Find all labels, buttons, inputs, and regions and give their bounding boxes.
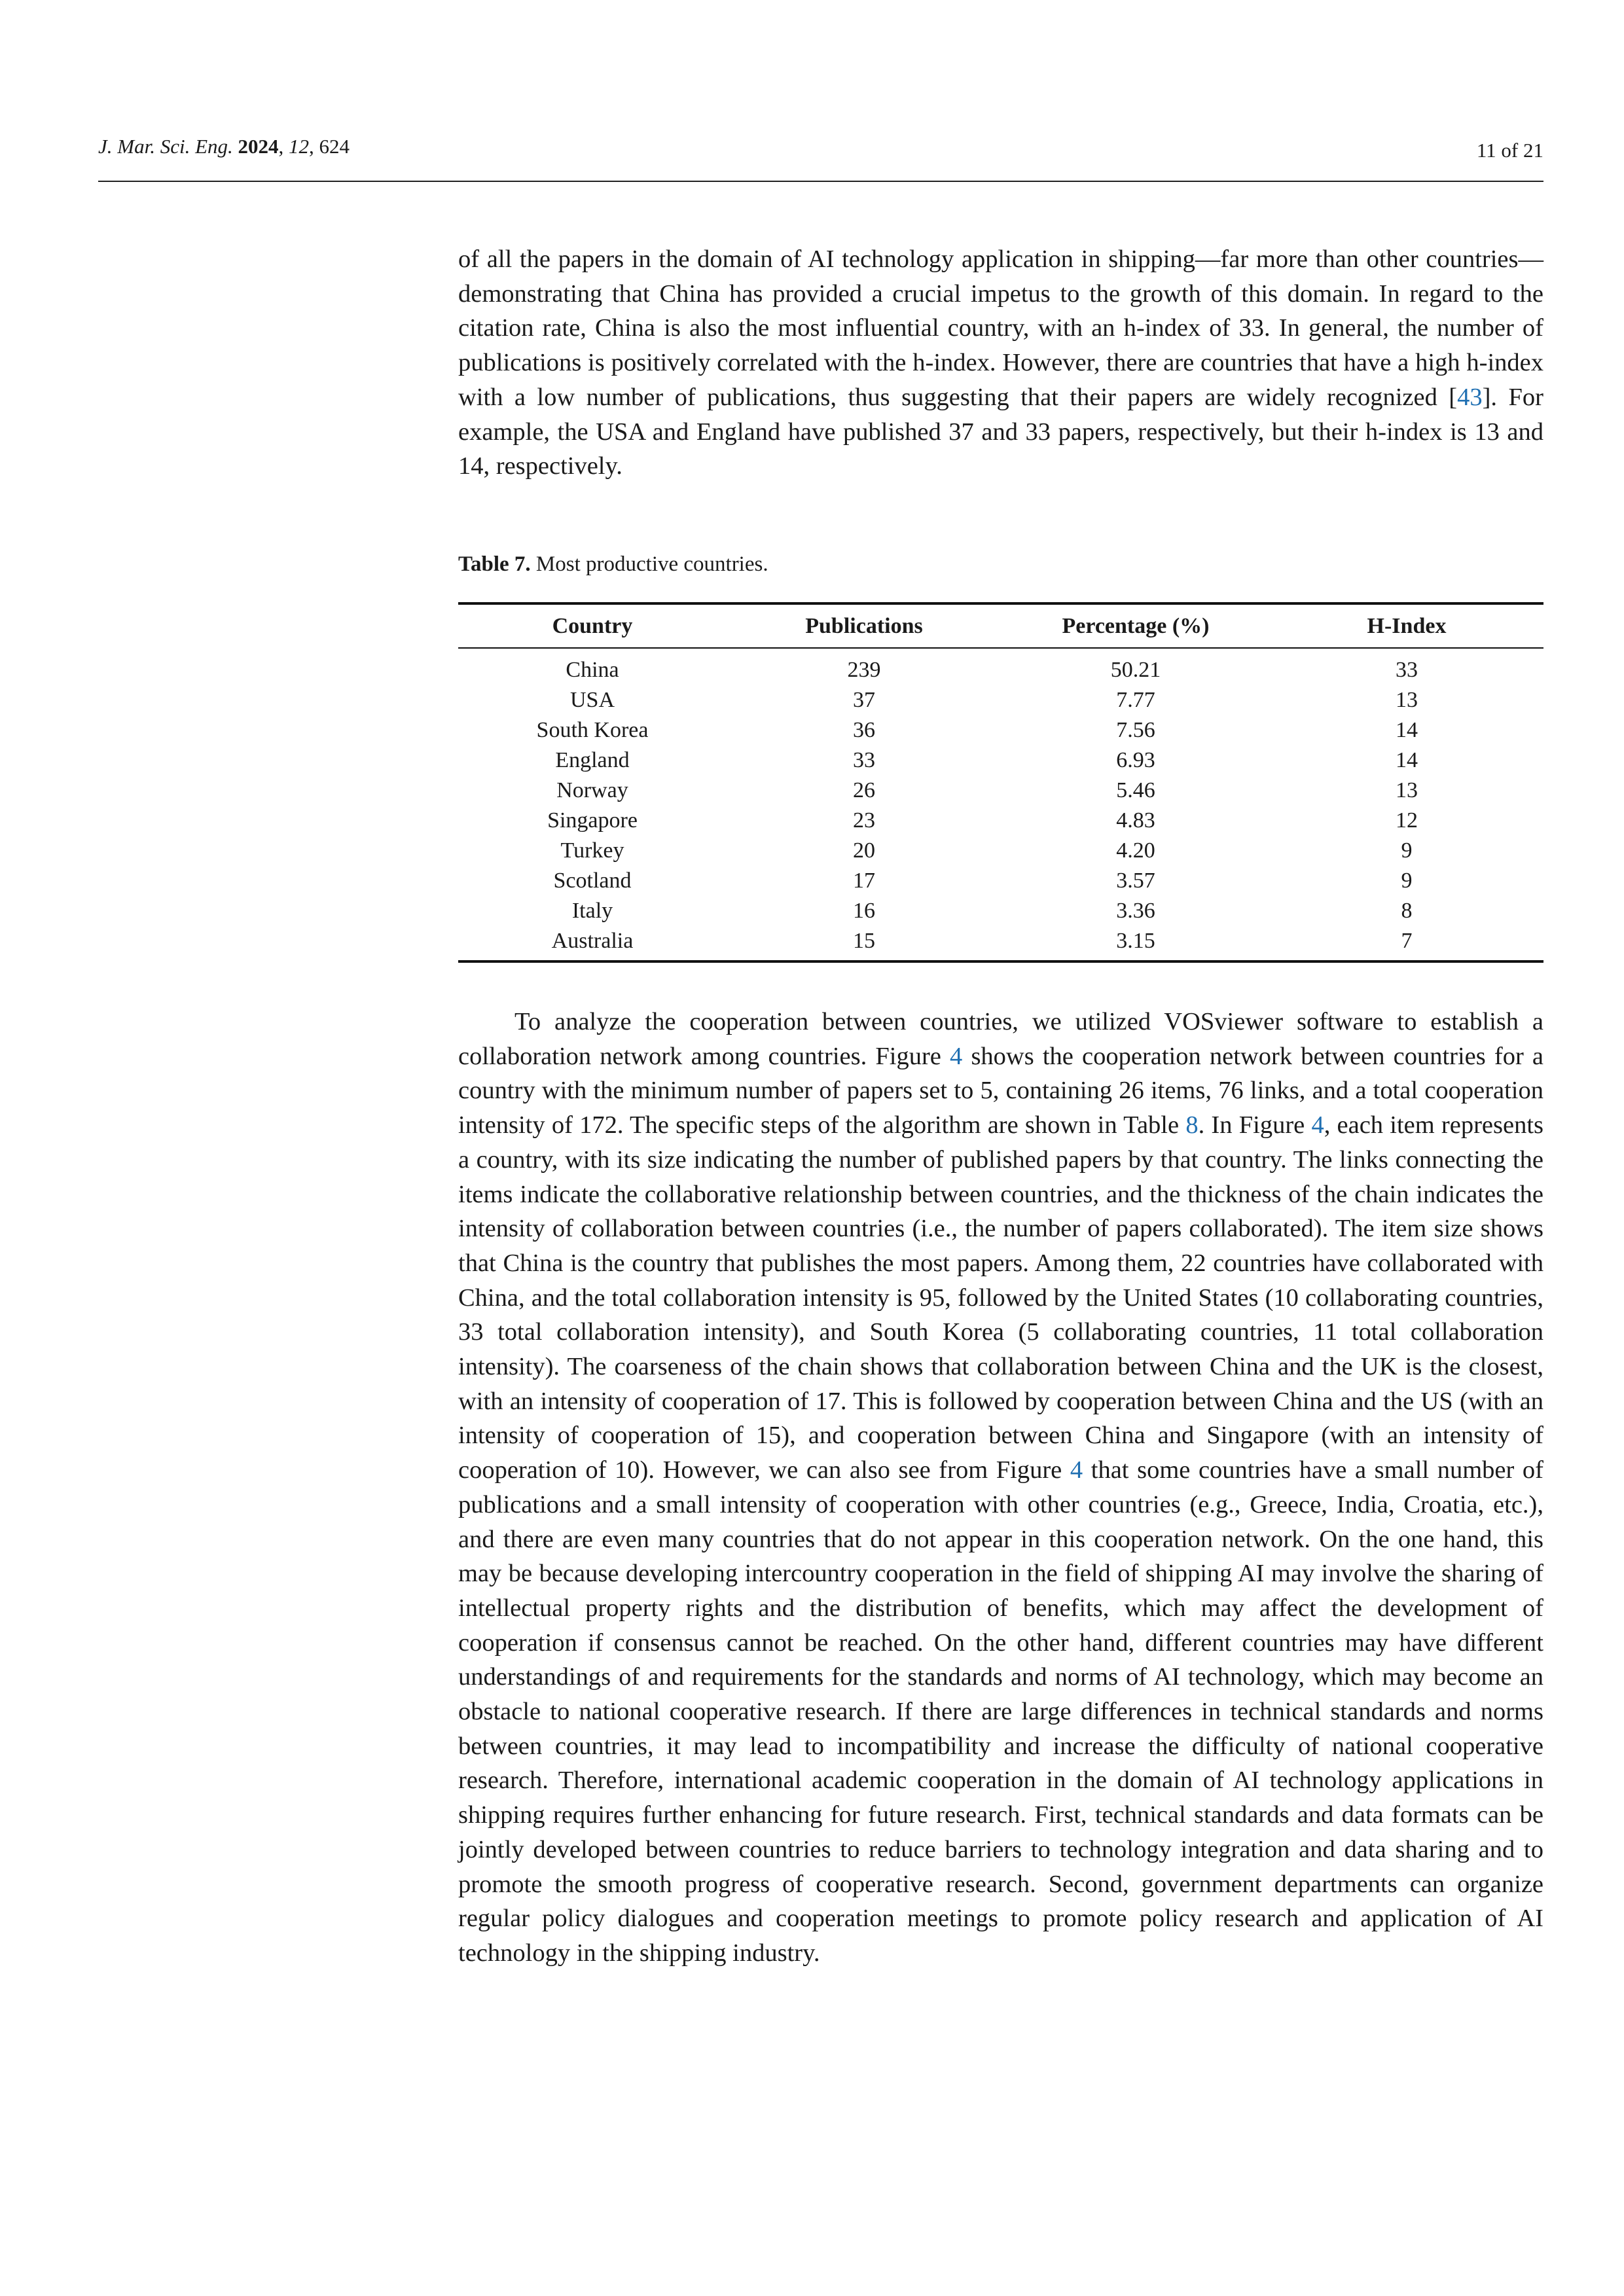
column-header-country: Country [458,603,727,648]
column-header-h-index: H-Index [1270,603,1543,648]
table-7 [458,602,1543,963]
cell-h-index: 14 [1396,748,1418,772]
figure-4-link[interactable]: 4 [950,1042,963,1070]
table-caption [458,550,1543,579]
cell-publications: 23 [853,808,875,833]
table-row [458,866,1543,896]
cell-publications: 15 [727,926,1001,961]
cell-percentage: 3.36 [1116,899,1155,923]
cell-percentage: 7.77 [1116,688,1155,712]
table-row [458,715,1543,745]
table-row [458,926,1543,961]
paragraph-1-text-b: ]. For example, the USA and England have published 37 and 33 papers, respectively, but their h-index is 13 and 14, respectively. [458,383,1543,480]
cell-h-index: 33 [1396,658,1418,682]
column-header-publications: Publications [727,603,1001,648]
paragraph-1-text [458,242,1543,484]
cell-publications: 33 [853,748,875,772]
citation-link[interactable]: 43 [1457,383,1483,411]
cell-publications: 17 [853,869,875,893]
journal-year: 2024 [238,135,279,158]
cell-publications: 16 [853,899,875,923]
cell-country: Turkey [560,838,624,863]
cell-country: USA [569,688,615,712]
cell-country: South Korea [536,718,649,742]
cell-percentage: 6.93 [1116,748,1155,772]
table-row [458,648,1543,685]
cell-percentage: 4.83 [1116,808,1155,833]
paragraph-2-text [458,1005,1543,1971]
paragraph-1 [458,242,1543,484]
journal-pages: , 624 [309,135,350,158]
cell-h-index: 12 [1396,808,1418,833]
cell-percentage: 5.46 [1116,778,1155,802]
cell-percentage: 3.15 [1001,926,1270,961]
cell-h-index: 8 [1401,899,1413,923]
paragraph-2-text-a: To analyze the cooperation between countries, we utilized VOSviewer software to establish a collaboration network among countries. Figure [458,1008,1543,1070]
cell-h-index: 9 [1401,838,1413,863]
paragraph-1-text-a: of all the papers in the domain of AI technology application in shipping—far more than other countries—demonstrating that China has provided a crucial impetus to the growth of this domain. In regard to the citation rate, China is also the most influential country, with an h-index of 33. In general, the number of publications is positively correlated with the h-index. However, there are countries that have a high h-index with a low number of publications, thus suggesting that their papers are widely recognized [ [458,245,1543,411]
cell-h-index: 13 [1396,778,1418,802]
table-row [458,685,1543,715]
cell-country: Australia [458,926,727,961]
cell-country: China [566,658,619,682]
paragraph-2-text-e: that some countries have a small number of publications and a small intensity of cooperation with other countries (e.g., Greece, India, Croatia, etc.), and there are even many countries that do not appear in this cooperation network. On the one hand, this may be because developing intercountry cooperation in the field of shipping AI may involve the sharing of intellectual property rights and the distribution of benefits, which may affect the development of cooperation if consensus cannot be reached. On the other hand, different countries may have different understandings of and requirements for the standards and norms of AI technology, which may become an obstacle to national cooperative research. If there are large differences in technical standards and norms between countries, it may lead to incompatibility and increase the difficulty of national cooperative research. Therefore, international academic cooperation in the domain of AI technology applications in shipping requires further enhancing for future research. First, technical standards and data formats can be jointly developed between countries to reduce barriers to technology integration and data sharing and to promote the smooth progress of cooperative research. Second, government departments can organize regular policy dialogues and cooperation meetings to promote policy research and application of AI technology in the shipping industry. [458,1456,1543,1967]
table-caption-label: Table 7. [458,552,531,576]
page-number: 11 of 21 [1476,139,1543,162]
figure-4-link[interactable]: 4 [1070,1456,1083,1484]
table-row [458,896,1543,926]
paragraph-2 [458,1005,1543,1971]
paragraph-2-text-d: , each item represents a country, with its size indicating the number of published papers by that country. The links connecting the items indicate the collaborative relationship between countries, and the thickness of the chain indicates the intensity of collaboration between countries (i.e., the number of papers collaborated). The item size shows that China is the country that publishes the most papers. Among them, 22 countries have collaborated with China, and the total collaboration intensity is 95, followed by the United States (10 collaborating countries, 33 total collaboration intensity), and South Korea (5 collaborating countries, 11 total collaboration intensity). The coarseness of the chain shows that collaboration between China and the UK is the closest, with an intensity of cooperation of 17. This is followed by cooperation between China and the US (with an intensity of cooperation of 15), and cooperation between China and Singapore (with an intensity of cooperation of 10). However, we can also see from Figure [458,1111,1543,1484]
table-row [458,806,1543,836]
figure-4-link[interactable]: 4 [1311,1111,1324,1139]
cell-publications: 26 [853,778,875,802]
table-7-caption [458,550,1543,579]
table-row [458,745,1543,776]
cell-country: Italy [571,899,613,923]
cell-h-index: 9 [1401,869,1413,893]
cell-publications: 37 [853,688,875,712]
journal-abbrev: J. Mar. Sci. Eng. [98,135,233,158]
cell-country: Scotland [553,869,632,893]
cell-publications: 36 [853,718,875,742]
cell-publications: 239 [847,658,881,682]
cell-h-index: 13 [1396,688,1418,712]
cell-country: Singapore [547,808,638,833]
cell-h-index: 14 [1396,718,1418,742]
journal-volume: 12 [289,135,310,158]
cell-percentage: 7.56 [1116,718,1155,742]
journal-citation: J. Mar. Sci. Eng. 2024, 12, 624 [98,135,350,158]
cell-publications: 20 [853,838,875,863]
paragraph-2-text-b: shows the cooperation network between countries for a country with the minimum number of papers set to 5, containing 26 items, 76 links, and a total cooperation intensity of 172. The specific steps of the algorithm are shown in Table [458,1042,1543,1139]
cell-country: Norway [556,778,628,802]
table-row [458,836,1543,866]
table-header-row [458,603,1543,648]
productive-countries-table [458,602,1543,963]
column-header-percentage: Percentage (%) [1001,603,1270,648]
paragraph-2-text-c: . In Figure [1198,1111,1312,1139]
cell-percentage: 3.57 [1116,869,1155,893]
cell-percentage: 4.20 [1116,838,1155,863]
table-row [458,776,1543,806]
cell-percentage: 50.21 [1110,658,1161,682]
header-rule [98,181,1543,182]
cell-country: England [555,748,630,772]
cell-h-index: 7 [1270,926,1543,961]
table-caption-text: Most productive countries. [530,552,768,576]
table-8-link[interactable]: 8 [1185,1111,1199,1139]
